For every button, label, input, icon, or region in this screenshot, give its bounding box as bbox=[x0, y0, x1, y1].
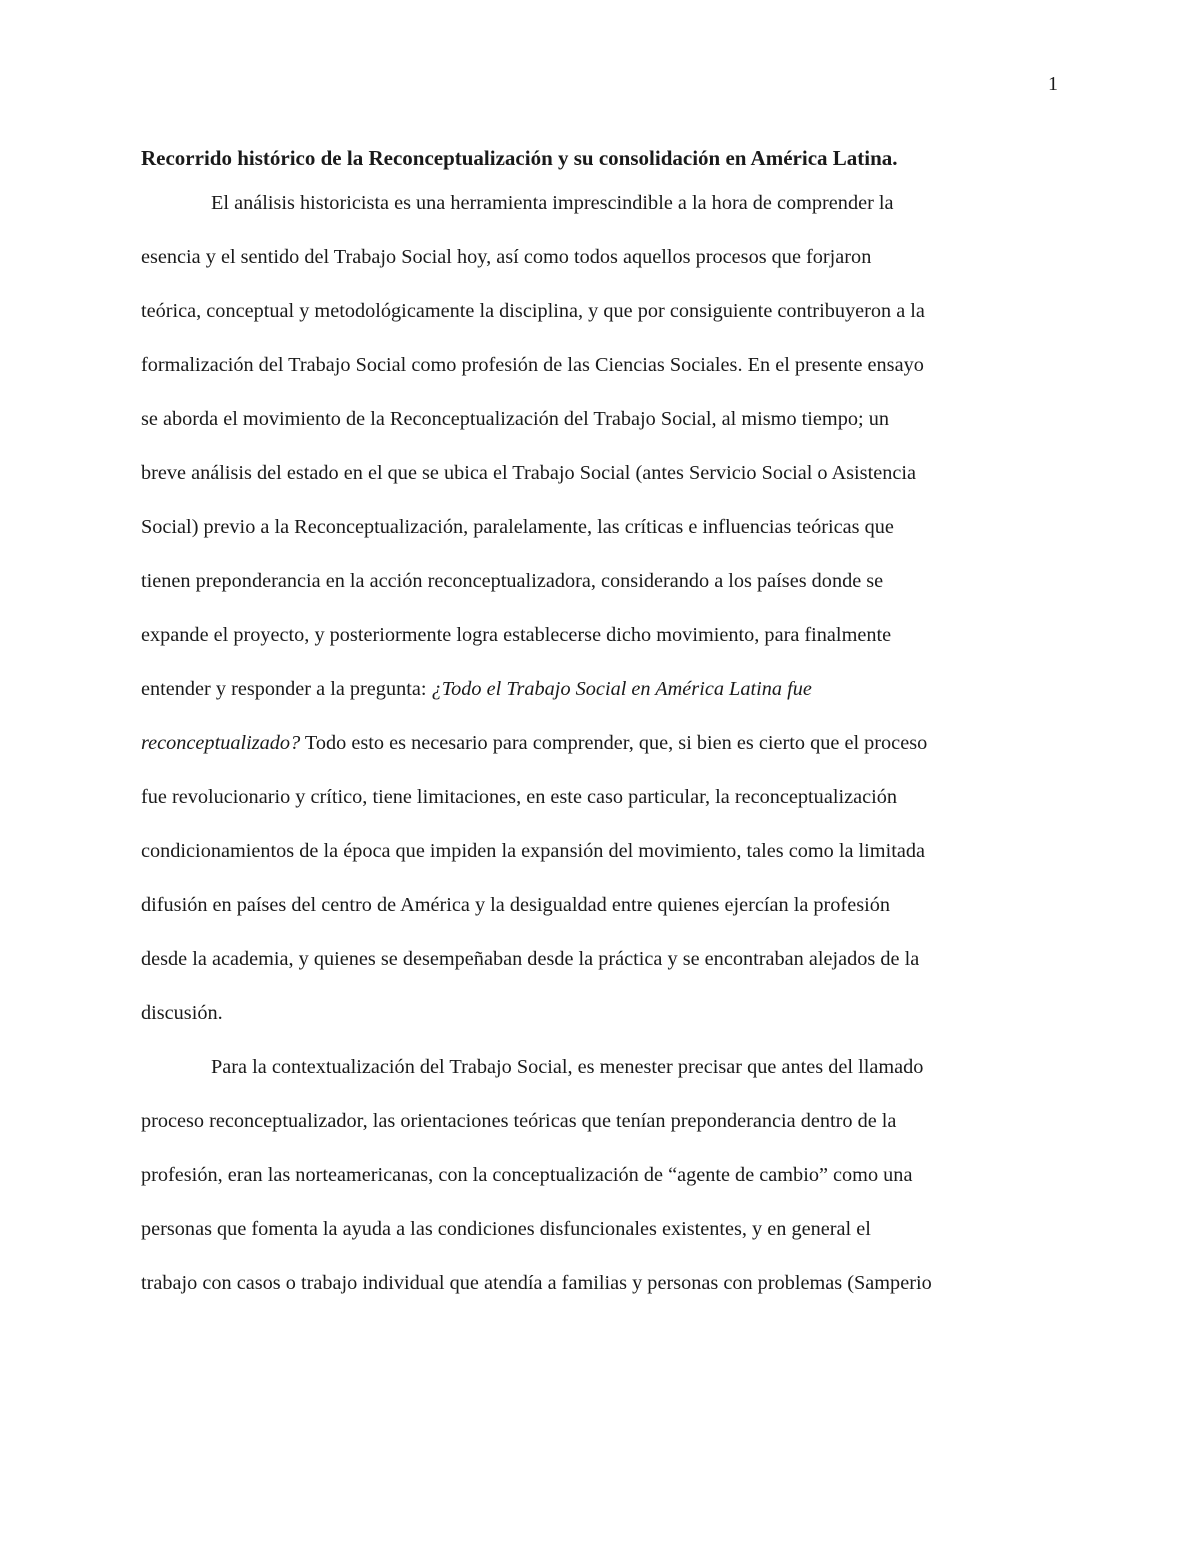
document-title: Recorrido histórico de la Reconceptualización y su consolidación en América Latina. bbox=[141, 146, 898, 170]
paragraph-line bbox=[141, 716, 1061, 770]
paragraph-line: teórica, conceptual y metodológicamente la disciplina, y que por consiguiente contribuyeron a la bbox=[141, 299, 925, 322]
paragraph-line: Para la contextualización del Trabajo Social, es menester precisar que antes del llamado bbox=[211, 1055, 924, 1078]
paragraph-line: discusión. bbox=[141, 1001, 223, 1024]
paragraph-line: fue revolucionario y crítico, tiene limitaciones, en este caso particular, la reconceptualización bbox=[141, 785, 898, 808]
paragraph-line: proceso reconceptualizador, las orientaciones teóricas que tenían preponderancia dentro de la bbox=[141, 1109, 897, 1132]
paragraph-line: condicionamientos de la época que impiden la expansión del movimiento, tales como la limitada bbox=[141, 839, 925, 862]
paragraph-line: se aborda el movimiento de la Reconceptualización del Trabajo Social, al mismo tiempo; un bbox=[141, 407, 889, 430]
paragraph-line: trabajo con casos o trabajo individual que atendía a familias y personas con problemas (Samperio bbox=[141, 1271, 932, 1294]
paragraph-line: El análisis historicista es una herramienta imprescindible a la hora de comprender la bbox=[211, 191, 894, 214]
paragraph-line: difusión en países del centro de América y la desigualdad entre quienes ejercían la profesión bbox=[141, 893, 890, 916]
paragraph-line: desde la academia, y quienes se desempeñaban desde la práctica y se encontraban alejados de la bbox=[141, 947, 920, 970]
italic-question: reconceptualizado? bbox=[141, 731, 301, 754]
paragraph-line bbox=[141, 662, 1061, 716]
paragraph-intro bbox=[141, 176, 1061, 1040]
plain-text: entender y responder a la pregunta: bbox=[141, 677, 432, 700]
paragraph-line: personas que fomenta la ayuda a las condiciones disfuncionales existentes, y en general el bbox=[141, 1217, 871, 1240]
paragraph-line: profesión, eran las norteamericanas, con la conceptualización de “agente de cambio” como una bbox=[141, 1163, 913, 1186]
paragraph-line: formalización del Trabajo Social como profesión de las Ciencias Sociales. En el presente ensayo bbox=[141, 353, 924, 376]
paragraph-line: esencia y el sentido del Trabajo Social hoy, así como todos aquellos procesos que forjaron bbox=[141, 245, 872, 268]
paragraph-line: breve análisis del estado en el que se ubica el Trabajo Social (antes Servicio Social o Asistencia bbox=[141, 461, 916, 484]
paragraph-line: tienen preponderancia en la acción reconceptualizadora, considerando a los países donde se bbox=[141, 569, 884, 592]
paragraph-line: expande el proyecto, y posteriormente logra establecerse dicho movimiento, para finalmente bbox=[141, 623, 892, 646]
paragraph-context bbox=[141, 1040, 1061, 1310]
document-body bbox=[141, 140, 1061, 1310]
page-number: 1 bbox=[1048, 73, 1058, 95]
plain-text: Todo esto es necesario para comprender, que, si bien es cierto que el proceso bbox=[300, 731, 928, 754]
paragraph-line: Social) previo a la Reconceptualización, paralelamente, las críticas e influencias teóricas que bbox=[141, 515, 894, 538]
italic-question: ¿Todo el Trabajo Social en América Latina fue bbox=[431, 677, 812, 700]
